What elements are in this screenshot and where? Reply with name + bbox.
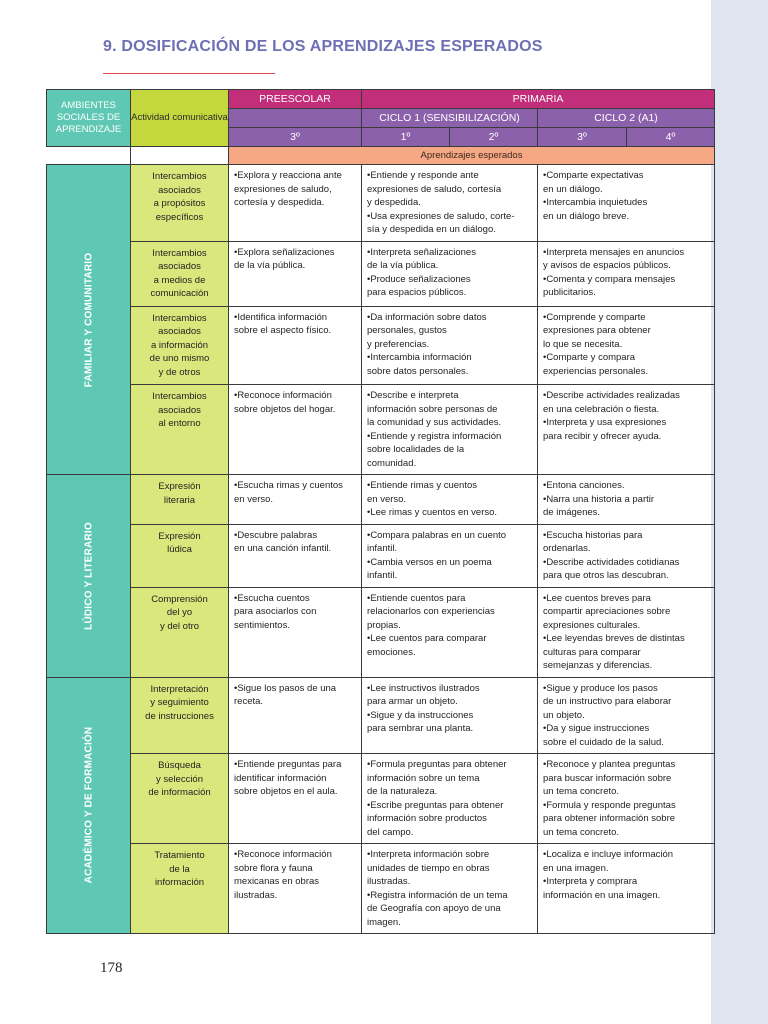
header-ciclo-1: CICLO 1 (SENSIBILIZACIÓN) <box>362 109 538 128</box>
cell-line: sentimientos. <box>234 619 290 631</box>
activity-cell <box>131 524 229 587</box>
cell-line: en un diálogo breve. <box>543 210 630 222</box>
ciclo-2-cell <box>538 587 715 677</box>
cell-line: un tema concreto. <box>543 826 620 838</box>
cell-line: •Cambia versos en un poema <box>367 556 492 568</box>
cell-line: •Explora señalizaciones <box>234 246 335 258</box>
ciclo-2-cell <box>538 677 715 754</box>
table-row <box>47 165 715 242</box>
cell-line: Intercambios <box>152 312 207 324</box>
cell-line: •Interpreta mensajes en anuncios <box>543 246 685 258</box>
cell-line: •Formula preguntas para obtener <box>367 759 507 770</box>
cell-line: del campo. <box>367 826 414 838</box>
cell-line: •Describe e interpreta <box>367 390 459 401</box>
cell-line: •Entiende rimas y cuentos <box>367 480 477 491</box>
cell-line: a propósitos <box>153 198 206 209</box>
cell-line: •Entiende preguntas para <box>234 759 342 770</box>
cell-line: •Lee instructivos ilustrados <box>367 682 480 694</box>
environment-label: LÚDICO Y LITERARIO <box>83 521 94 630</box>
cell-line: para armar un objeto. <box>367 696 458 707</box>
preescolar-cell <box>229 475 362 525</box>
ciclo-2-cell <box>538 165 715 242</box>
cell-line: compartir apreciaciones sobre <box>543 606 671 617</box>
cell-line: de la naturaleza. <box>367 786 438 797</box>
cell-line: •Identifica información <box>234 311 328 323</box>
cell-line: •Entiende cuentos para <box>367 592 466 604</box>
cell-line: al entorno <box>158 418 201 429</box>
title-underline <box>103 73 275 74</box>
ciclo-1-cell <box>362 844 538 934</box>
cell-line: asociados <box>158 261 201 272</box>
cell-line: información <box>154 877 205 888</box>
page-number: 178 <box>100 960 123 976</box>
cell-line: •Interpreta señalizaciones <box>367 246 476 258</box>
cell-line: expresiones para obtener <box>543 325 651 336</box>
cell-line: de la vía pública. <box>234 260 306 271</box>
cell-line: y de otros <box>158 366 201 378</box>
preescolar-cell <box>229 165 362 242</box>
ciclo-1-cell <box>362 475 538 525</box>
cell-line: •Usa expresiones de saludo, corte- <box>367 210 515 222</box>
cell-line: específicos <box>155 211 204 223</box>
cell-line: •Da información sobre datos <box>367 311 487 323</box>
activity-cell <box>131 677 229 754</box>
cell-line: •Formula y responde preguntas <box>543 799 676 811</box>
cell-line: la comunidad y sus actividades. <box>367 417 502 428</box>
cell-line: •Reconoce información <box>234 390 332 401</box>
cell-line: •Describe actividades cotidianas <box>543 556 680 568</box>
cell-line: ordenarlas. <box>543 543 591 554</box>
cell-line: receta. <box>234 696 264 707</box>
cell-line: •Entiende y registra información <box>367 430 502 442</box>
cell-line: •Escribe preguntas para obtener <box>367 799 504 811</box>
environment-cell <box>47 165 131 475</box>
cell-line: •Reconoce información <box>234 849 332 860</box>
cell-line: en verso. <box>234 493 274 505</box>
cell-line: •Interpreta información sobre <box>367 849 490 860</box>
table-row <box>47 385 715 475</box>
cell-line: •Interpreta y usa expresiones <box>543 417 667 428</box>
cell-line: ilustradas. <box>234 889 278 901</box>
preescolar-cell <box>229 524 362 587</box>
cell-line: en una imagen. <box>543 862 609 874</box>
cell-line: identificar información <box>234 772 327 784</box>
ciclo-1-cell <box>362 241 538 306</box>
table-row <box>47 754 715 844</box>
activity-cell <box>131 241 229 306</box>
table-row <box>47 241 715 306</box>
cell-line: de información <box>148 787 211 798</box>
cell-line: imagen. <box>367 916 401 928</box>
cell-line: a medios de <box>153 274 206 286</box>
cell-line: •Produce señalizaciones <box>367 273 471 285</box>
header-grade-3: 3º <box>538 128 627 147</box>
ciclo-1-cell <box>362 677 538 754</box>
cell-line: personales, gustos <box>367 325 447 336</box>
cell-line: literaria <box>163 494 196 506</box>
cell-line: para buscar información sobre <box>543 772 672 784</box>
cell-line: en verso. <box>367 493 407 505</box>
cell-line: y selección <box>156 773 203 785</box>
cell-line: •Reconoce y plantea preguntas <box>543 759 676 770</box>
cell-line: publicitarios. <box>543 287 596 298</box>
cell-line: •Descubre palabras <box>234 529 318 541</box>
table-row <box>47 844 715 934</box>
activity-cell <box>131 587 229 677</box>
cell-line: Intercambios <box>152 171 207 182</box>
ciclo-2-cell <box>538 754 715 844</box>
cell-line: a información <box>150 339 209 351</box>
cell-line: •Comprende y comparte <box>543 311 646 323</box>
ciclo-2-cell <box>538 844 715 934</box>
header-primaria: PRIMARIA <box>362 90 715 109</box>
table-row <box>47 475 715 525</box>
header-ciclo-2: CICLO 2 (A1) <box>538 109 715 128</box>
ciclo-2-cell <box>538 241 715 306</box>
cell-line: información sobre personas de <box>367 403 498 415</box>
ciclo-1-cell <box>362 385 538 475</box>
cell-line: culturas para comparar <box>543 646 641 658</box>
cell-line: sobre flora y fauna <box>234 862 313 874</box>
activity-cell <box>131 754 229 844</box>
cell-line: lo que se necesita. <box>543 338 623 350</box>
preescolar-cell <box>229 754 362 844</box>
side-strip <box>711 0 768 1024</box>
cell-line: infantil. <box>367 570 398 581</box>
header-grade-4: 4º <box>627 128 715 147</box>
header-preescolar-cycle <box>229 109 362 128</box>
ciclo-2-cell <box>538 524 715 587</box>
cell-line: de imágenes. <box>543 507 601 518</box>
preescolar-cell <box>229 306 362 385</box>
cell-line: información sobre un tema <box>367 772 480 784</box>
cell-line: relacionarlos con experiencias <box>367 606 495 617</box>
environment-cell <box>47 475 131 678</box>
environment-cell <box>47 677 131 934</box>
activity-cell <box>131 385 229 475</box>
cell-line: mexicanas en obras <box>234 876 320 887</box>
cell-line: •Lee cuentos breves para <box>543 592 651 604</box>
table-row <box>47 524 715 587</box>
page-title: 9. DOSIFICACIÓN DE LOS APRENDIZAJES ESPERADOS <box>103 38 543 55</box>
cell-line: ilustradas. <box>367 876 411 887</box>
cell-line: •Compara palabras en un cuento <box>367 529 507 541</box>
cell-line: Búsqueda <box>158 760 201 771</box>
cell-line: información en una imagen. <box>543 889 661 901</box>
cell-line: •Registra información de un tema <box>367 889 508 901</box>
cell-line: en un diálogo. <box>543 183 603 195</box>
activity-cell <box>131 844 229 934</box>
cell-line: •Intercambia información <box>367 352 472 363</box>
cell-line: un objeto. <box>543 709 585 721</box>
activity-cell <box>131 165 229 242</box>
cell-line: •Entiende y responde ante <box>367 170 479 181</box>
cell-line: para espacios públicos. <box>367 287 467 298</box>
cell-line: y seguimiento <box>150 697 209 708</box>
cell-line: sobre datos personales. <box>367 365 469 377</box>
cell-line: y preferencias. <box>367 338 430 350</box>
cell-line: sobre localidades de la <box>367 444 465 455</box>
header-activity: Actividad comunicativa <box>131 90 229 147</box>
cell-line: •Da y sigue instrucciones <box>543 723 650 734</box>
header-grade-preescolar-3: 3º <box>229 128 362 147</box>
cell-line: cortesía y despedida. <box>234 197 325 208</box>
cell-line: sobre el cuidado de la salud. <box>543 736 664 748</box>
cell-line: expresiones culturales. <box>543 619 641 631</box>
cell-line: de instrucciones <box>145 710 214 722</box>
cell-line: comunidad. <box>367 457 417 469</box>
cell-line: para obtener información sobre <box>543 813 676 824</box>
cell-line: •Describe actividades realizadas <box>543 390 680 401</box>
cell-line: unidades de tiempo en obras <box>367 862 490 874</box>
preescolar-cell <box>229 587 362 677</box>
ciclo-2-cell <box>538 475 715 525</box>
cell-line: •Escucha rimas y cuentos <box>234 480 343 491</box>
preescolar-cell <box>229 844 362 934</box>
header-spacer <box>131 147 229 165</box>
cell-line: lúdica <box>167 544 192 555</box>
cell-line: Intercambios <box>152 391 207 402</box>
cell-line: •Explora y reacciona ante <box>234 170 342 181</box>
cell-line: •Comenta y compara mensajes <box>543 273 676 285</box>
header-aprendizajes: Aprendizajes esperados <box>229 147 715 165</box>
cell-line: de la <box>169 863 190 875</box>
cell-line: •Narra una historia a partir <box>543 493 655 505</box>
cell-line: sobre objetos del hogar. <box>234 403 336 415</box>
cell-line: expresiones de saludo, <box>234 183 332 195</box>
cell-line: para que otros las descubran. <box>543 570 669 581</box>
cell-line: semejanzas y diferencias. <box>543 660 653 671</box>
cell-line: •Entona canciones. <box>543 480 625 491</box>
header-spacer <box>47 147 131 165</box>
activity-cell <box>131 306 229 385</box>
cell-line: para recibir y ofrecer ayuda. <box>543 430 662 442</box>
header-preescolar: PREESCOLAR <box>229 90 362 109</box>
cell-line: •Comparte y compara <box>543 352 636 363</box>
cell-line: experiencias personales. <box>543 365 649 377</box>
cell-line: comunicación <box>150 288 209 299</box>
cell-line: •Comparte expectativas <box>543 170 644 181</box>
ciclo-2-cell <box>538 385 715 475</box>
table-body <box>47 165 715 934</box>
cell-line: emociones. <box>367 646 416 658</box>
ciclo-1-cell <box>362 165 538 242</box>
cell-line: de Geografía con apoyo de una <box>367 903 501 914</box>
cell-line: asociados <box>158 184 201 196</box>
cell-line: •Escucha cuentos <box>234 592 310 604</box>
cell-line: propias. <box>367 619 401 631</box>
cell-line: de un instructivo para elaborar <box>543 696 672 707</box>
activity-cell <box>131 475 229 525</box>
cell-line: y del otro <box>159 620 200 632</box>
cell-line: Expresión <box>158 481 201 492</box>
cell-line: de uno mismo <box>149 353 210 364</box>
cell-line: •Lee leyendas breves de distintas <box>543 633 685 644</box>
cell-line: •Localiza e incluye información <box>543 849 674 860</box>
cell-line: infantil. <box>367 543 398 554</box>
ciclo-1-cell <box>362 524 538 587</box>
cell-line: •Escucha historias para <box>543 529 643 541</box>
header-grade-1: 1º <box>362 128 450 147</box>
table-row <box>47 587 715 677</box>
cell-line: Intercambios <box>152 247 207 259</box>
cell-line: del yo <box>166 607 193 618</box>
cell-line: expresiones de saludo, cortesía <box>367 183 502 195</box>
cell-line: y avisos de espacios públicos. <box>543 260 671 271</box>
cell-line: sobre objetos en el aula. <box>234 786 338 797</box>
cell-line: asociados <box>158 326 201 337</box>
ciclo-2-cell <box>538 306 715 385</box>
cell-line: •Lee cuentos para comparar <box>367 633 487 644</box>
environment-label: FAMILIAR Y COMUNITARIO <box>83 252 94 387</box>
cell-line: Tratamiento <box>154 850 205 861</box>
cell-line: Interpretación <box>150 683 209 695</box>
preescolar-cell <box>229 677 362 754</box>
cell-line: en una celebración o fiesta. <box>543 403 660 415</box>
header-environments: AMBIENTES SOCIALES DE APRENDIZAJE <box>47 90 131 147</box>
table-row <box>47 677 715 754</box>
learning-table <box>46 89 715 934</box>
ciclo-1-cell <box>362 306 538 385</box>
preescolar-cell <box>229 241 362 306</box>
cell-line: información sobre productos <box>367 813 487 824</box>
cell-line: sobre el aspecto físico. <box>234 325 332 336</box>
environment-label: ACADÉMICO Y DE FORMACIÓN <box>83 726 94 884</box>
cell-line: Expresión <box>158 530 201 542</box>
table-row <box>47 306 715 385</box>
cell-line: en una canción infantil. <box>234 543 332 554</box>
header-grade-2: 2º <box>450 128 538 147</box>
preescolar-cell <box>229 385 362 475</box>
ciclo-1-cell <box>362 754 538 844</box>
cell-line: sía y despedida en un diálogo. <box>367 224 496 235</box>
cell-line: para sembrar una planta. <box>367 723 474 734</box>
cell-line: •Sigue y produce los pasos <box>543 682 658 694</box>
cell-line: •Sigue los pasos de una <box>234 682 337 694</box>
cell-line: •Sigue y da instrucciones <box>367 709 474 721</box>
cell-line: y despedida. <box>367 197 421 208</box>
cell-line: asociados <box>158 404 201 416</box>
cell-line: un tema concreto. <box>543 786 620 797</box>
cell-line: de la vía pública. <box>367 260 439 271</box>
cell-line: •Interpreta y comprara <box>543 876 638 887</box>
cell-line: Comprensión <box>151 593 208 605</box>
cell-line: •Lee rimas y cuentos en verso. <box>367 507 498 518</box>
cell-line: para asociarlos con <box>234 606 317 617</box>
ciclo-1-cell <box>362 587 538 677</box>
cell-line: •Intercambia inquietudes <box>543 197 648 208</box>
